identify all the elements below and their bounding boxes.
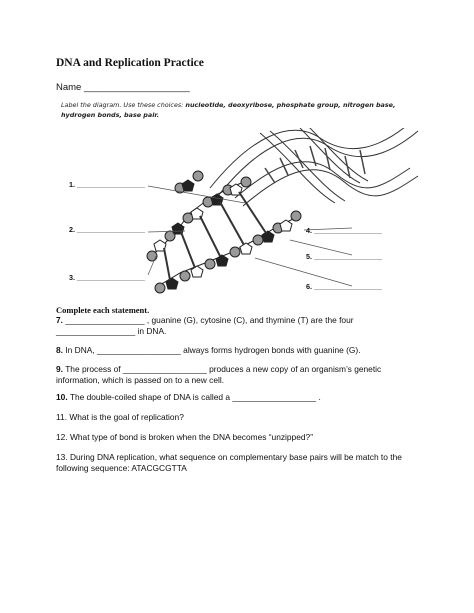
name-label: Name xyxy=(56,82,82,93)
q7-blank[interactable]: _________________ xyxy=(65,315,145,325)
q10-blank[interactable]: __________________ xyxy=(232,392,317,402)
instructions-choices: nucleotide, deoxyribose, phosphate group, nitrogen base, xyxy=(185,101,396,109)
diagram-blank-6[interactable]: _________________ xyxy=(314,282,382,291)
name-row xyxy=(56,82,190,93)
page-title: DNA and Replication Practice xyxy=(56,57,204,69)
diagram-label-5: 5. _________________ xyxy=(306,252,382,261)
question-10: 10. The double-coiled shape of DNA is called a __________________ . xyxy=(56,392,321,402)
diagram-instructions xyxy=(61,100,401,120)
q8-blank[interactable]: __________________ xyxy=(96,345,181,355)
diagram-label-6: 6. _________________ xyxy=(306,282,382,291)
question-9: 9. The process of __________________ produces a new copy of an organism’s genetic information, which is passed on to a new cell. xyxy=(56,364,382,385)
section-heading: Complete each statement. xyxy=(56,305,150,315)
name-blank[interactable]: ____________________ xyxy=(83,82,190,93)
q7-line2-blank[interactable]: _________________ xyxy=(56,326,136,336)
question-13: 13. During DNA replication, what sequence on complementary base pairs will be match to the following sequence: ATACGCGTTA xyxy=(56,452,402,473)
diagram-blank-3[interactable]: _________________ xyxy=(77,273,145,282)
question-7: 7. _________________ , guanine (G), cytosine (C), and thymine (T) are the four _________________ in DNA. xyxy=(56,315,354,336)
diagram-label-4: 4. _________________ xyxy=(306,226,382,235)
q9-blank[interactable]: __________________ xyxy=(122,364,207,374)
question-11: 11. What is the goal of replication? xyxy=(56,412,184,422)
diagram-label-3: 3. _________________ xyxy=(69,273,145,282)
diagram-blank-5[interactable]: _________________ xyxy=(314,252,382,261)
diagram-label-1: 1. _________________ xyxy=(69,180,145,189)
instructions-choices-2: hydrogen bonds, base pair. xyxy=(61,111,160,119)
diagram-blank-1[interactable]: _________________ xyxy=(77,180,145,189)
diagram-blank-2[interactable]: _________________ xyxy=(77,225,145,234)
instructions-prefix: Label the diagram. Use these choices: xyxy=(61,101,186,109)
question-8: 8. In DNA, __________________ always forms hydrogen bonds with guanine (G). xyxy=(56,345,361,355)
diagram-blank-4[interactable]: _________________ xyxy=(314,226,382,235)
question-12: 12. What type of bond is broken when the DNA becomes “unzipped?” xyxy=(56,432,313,442)
diagram-label-2: 2. _________________ xyxy=(69,225,145,234)
dna-diagram xyxy=(60,128,420,308)
